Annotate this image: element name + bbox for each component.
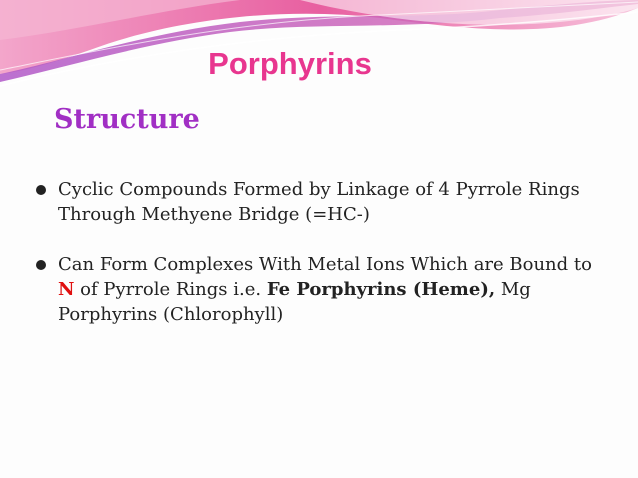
- bullet-list: [36, 177, 596, 352]
- bullet-item: [36, 177, 596, 227]
- bullet-dot-icon: [36, 185, 46, 195]
- bullet-text-part: Mg Porphyrins (Chlorophyll): [58, 279, 531, 325]
- bullet-item: [36, 252, 596, 327]
- bullet-text-part: Can Form Complexes With Metal Ions Which are Bound to: [58, 254, 592, 275]
- nitrogen-emphasis: N: [58, 279, 75, 300]
- bullet-dot-icon: [36, 260, 46, 270]
- bullet-text: Cyclic Compounds Formed by Linkage of 4 Pyrrole Rings Through Methyene Bridge (=HC-): [58, 179, 580, 225]
- bullet-text-part: (: [406, 279, 422, 300]
- heme-emphasis: Heme: [421, 279, 481, 300]
- bullet-text-part: ),: [480, 279, 496, 300]
- slide-title: Porphyrins: [208, 46, 372, 81]
- bullet-text-part: of Pyrrole Rings i.e.: [74, 279, 267, 300]
- slide-subtitle: Structure: [54, 104, 200, 135]
- fe-porphyrins-emphasis: Fe Porphyrins: [266, 279, 407, 300]
